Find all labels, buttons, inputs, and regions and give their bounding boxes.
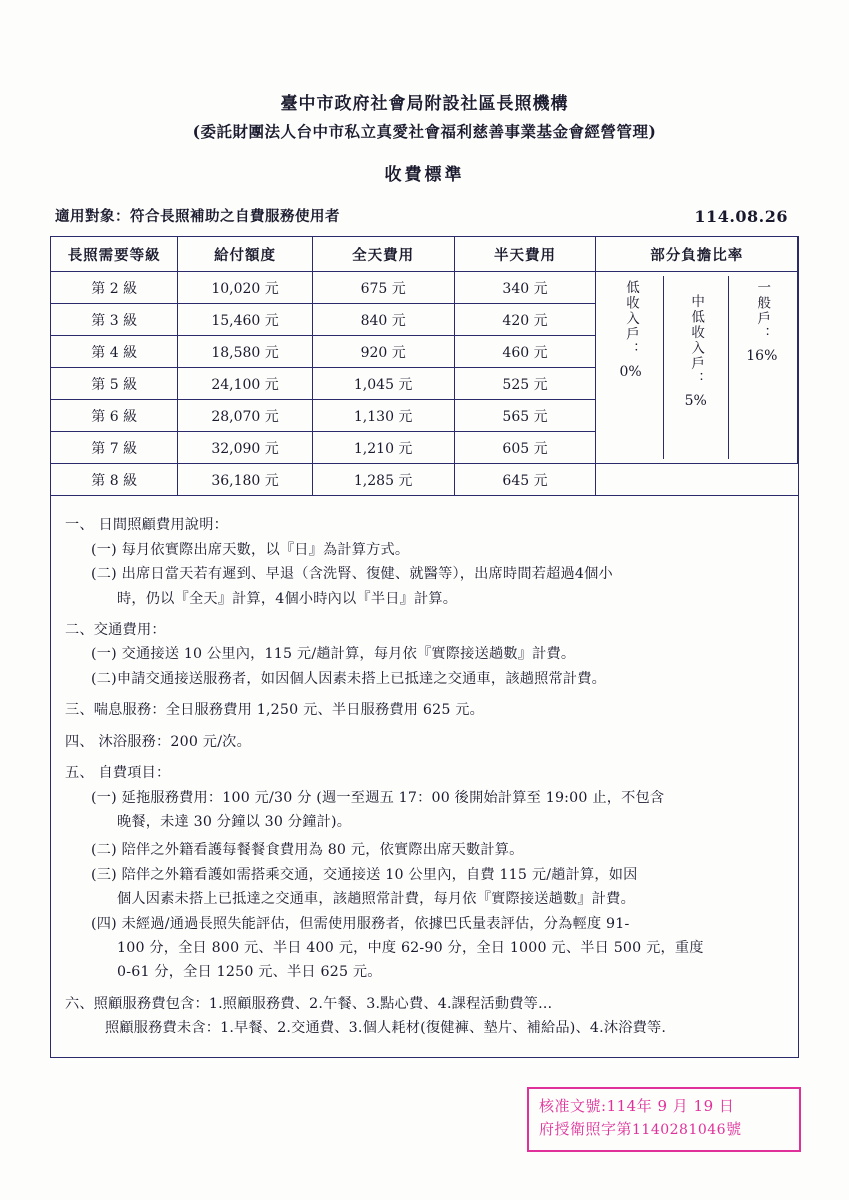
- applicable-target: 適用對象：符合長照補助之自費服務使用者: [55, 208, 340, 226]
- header-half-day: 半天費用: [454, 237, 596, 272]
- approval-stamp: [527, 1087, 801, 1152]
- cell-amount: 32,090 元: [178, 432, 312, 464]
- cell-level: 第 8 級: [51, 464, 178, 496]
- note-4: [65, 730, 784, 754]
- copay-general-value: 16%: [746, 348, 778, 365]
- cell-amount: 10,020 元: [178, 272, 312, 304]
- cell-level: 第 6 級: [51, 400, 178, 432]
- cell-full: 1,045 元: [312, 368, 454, 400]
- copay-mid-low-income-label: 中低收入戶：: [688, 294, 705, 388]
- cell-amount: 15,460 元: [178, 304, 312, 336]
- note-6-excludes: 照顧服務費未含：1.早餐、2.交通費、3.個人耗材(復健褲、墊片、補給品)、4.沐浴費等.: [105, 1020, 667, 1037]
- note-5: [65, 761, 784, 985]
- note-2-b: (二)申請交通接送服務者，如因個人因素未搭上已抵達之交通車，該趟照常計費。: [91, 670, 607, 687]
- note-5-d-cont-1: 100 分，全日 800 元、半日 400 元，中度 62-90 分，全日 1000 元、半日 500 元，重度: [117, 940, 704, 957]
- note-6-includes: 六、照顧服務費包含：1.照顧服務費、2.午餐、3.點心費、4.課程活動費等…: [65, 995, 553, 1012]
- subheader-row: [55, 205, 794, 226]
- cell-half: 340 元: [454, 272, 596, 304]
- table-row: [51, 464, 798, 496]
- approval-doc-number-label: 核准文號:: [539, 1097, 607, 1116]
- note-5-a: (一) 延拖服務費用：100 元/30 分 (週一至週五 17：00 後開始計算至 19:00 止，不包含: [91, 789, 665, 806]
- note-1: [65, 513, 784, 611]
- cell-amount: 28,070 元: [178, 400, 312, 432]
- header-amount: 給付額度: [178, 237, 312, 272]
- cell-level: 第 2 級: [51, 272, 178, 304]
- header-copay-rate: 部分負擔比率: [596, 237, 798, 272]
- cell-amount: 36,180 元: [178, 464, 312, 496]
- note-3: [65, 698, 784, 722]
- note-1-b: (二) 出席日當天若有遲到、早退（含洗腎、復健、就醫等），出席時間若超過4個小: [91, 566, 613, 583]
- note-6: [65, 992, 784, 1041]
- org-title-line-1: 臺中市政府社會局附設社區長照機構: [280, 94, 569, 114]
- note-2: [65, 618, 784, 691]
- note-5-c-cont: 個人因素未搭上已抵達之交通車，該趟照常計費，每月依『實際接送趟數』計費。: [117, 891, 635, 908]
- header-level: 長照需要等級: [51, 237, 178, 272]
- note-5-heading: 五、 自費項目：: [65, 765, 171, 782]
- cell-full: 675 元: [312, 272, 454, 304]
- note-5-d: (四) 未經過/通過長照失能評估，但需使用服務者，依據巴氏量表評估，分為輕度 91-: [91, 915, 630, 932]
- copay-empty-cell: [596, 464, 798, 496]
- copay-low-income-value: 0%: [619, 363, 642, 380]
- table-row: [51, 272, 798, 304]
- approval-number-suffix: 號: [726, 1120, 742, 1139]
- note-3-text: 三、喘息服務：全日服務費用 1,250 元、半日服務費用 625 元。: [65, 702, 485, 719]
- cell-level: 第 3 級: [51, 304, 178, 336]
- cell-amount: 24,100 元: [178, 368, 312, 400]
- cell-full: 840 元: [312, 304, 454, 336]
- header-full-day: 全天費用: [312, 237, 454, 272]
- note-2-heading: 二、交通費用：: [65, 621, 166, 638]
- copay-low-income-label: 低收入戶：: [623, 280, 640, 358]
- cell-level: 第 4 級: [51, 336, 178, 368]
- cell-half: 525 元: [454, 368, 596, 400]
- cell-full: 1,285 元: [312, 464, 454, 496]
- cell-full: 920 元: [312, 336, 454, 368]
- cell-full: 1,210 元: [312, 432, 454, 464]
- cell-full: 1,130 元: [312, 400, 454, 432]
- approval-prefix-label: 府授衛照字第: [539, 1120, 633, 1139]
- approval-stamp-line-2: [539, 1118, 789, 1142]
- cell-half: 645 元: [454, 464, 596, 496]
- note-1-heading: 一、 日間照顧費用說明：: [65, 517, 228, 534]
- cell-half: 565 元: [454, 400, 596, 432]
- note-2-a: (一) 交通接送 10 公里內，115 元/趟計算，每月依『實際接送趟數』計費。: [91, 646, 576, 663]
- cell-half: 460 元: [454, 336, 596, 368]
- cell-amount: 18,580 元: [178, 336, 312, 368]
- org-title-line-2: (委託財團法人台中市私立真愛社會福利慈善事業基金會經營管理): [192, 121, 657, 141]
- note-5-c: (三) 陪伴之外籍看護如需搭乘交通，交通接送 10 公里內，自費 115 元/趟計算，如因: [91, 866, 638, 883]
- note-1-a: (一) 每月依實際出席天數，以『日』為計算方式。: [91, 541, 410, 558]
- cell-level: 第 5 級: [51, 368, 178, 400]
- table-header-row: [51, 237, 798, 272]
- note-1-b-cont: 時，仍以『全天』計算，4個小時內以『半日』計算。: [117, 590, 458, 607]
- approval-number-value: 1140281046: [632, 1122, 727, 1139]
- document-title: 收費標準: [384, 165, 465, 186]
- copay-general-label: 一般戶：: [754, 280, 771, 343]
- notes-section: [51, 496, 798, 1056]
- approval-date-value: 114年 9 月 19 日: [606, 1097, 735, 1116]
- effective-date: 114.08.26: [694, 207, 788, 227]
- content-frame: [50, 236, 799, 1057]
- copay-rate-cell: [596, 272, 798, 464]
- copay-mid-low-income-value: 5%: [684, 393, 707, 410]
- note-5-d-cont-2: 0-61 分，全日 1250 元、半日 625 元。: [117, 964, 382, 981]
- cell-half: 420 元: [454, 304, 596, 336]
- cell-half: 605 元: [454, 432, 596, 464]
- note-5-b: (二) 陪伴之外籍看護每餐餐食費用為 80 元，依實際出席天數計算。: [91, 842, 524, 859]
- cell-level: 第 7 級: [51, 432, 178, 464]
- document-header: [0, 0, 849, 185]
- note-4-text: 四、 沐浴服務：200 元/次。: [65, 733, 251, 750]
- approval-stamp-line-1: [539, 1095, 789, 1118]
- note-5-a-cont: 晚餐，未達 30 分鐘以 30 分鐘計)。: [117, 813, 352, 830]
- fee-table: [51, 237, 798, 496]
